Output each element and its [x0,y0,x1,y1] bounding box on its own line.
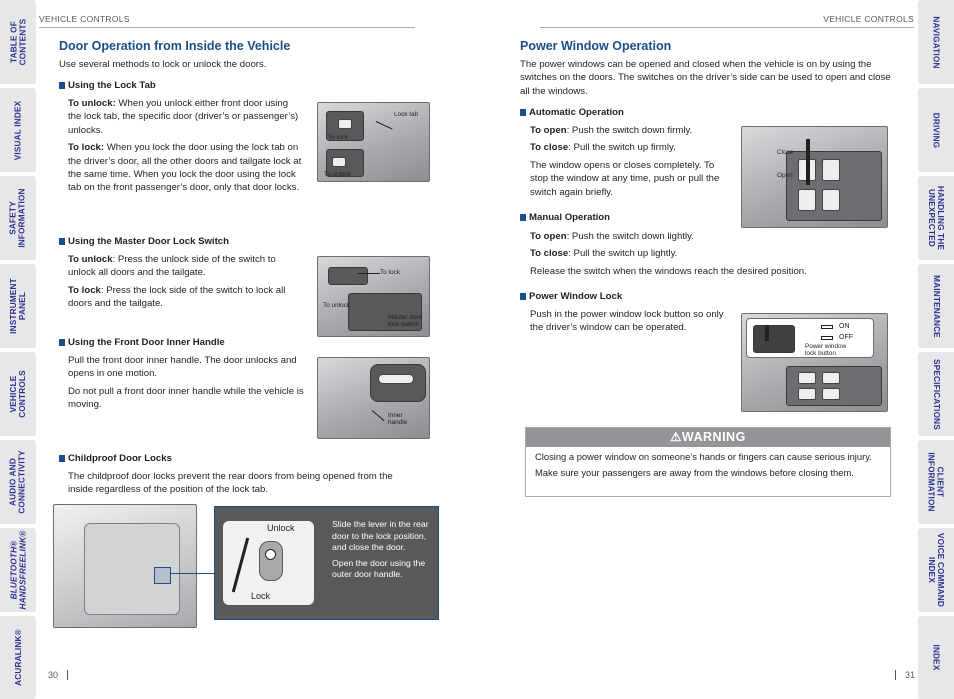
body-text: Release the switch when the windows reach the desired position. [530,265,807,277]
childproof-lever-figure [223,521,314,605]
callout-text [332,519,434,581]
intro-text: The power windows can be opened and closed when the vehicle is on by using the switches on the doors. The switches on the driver’s side can be used to open and close all the windows. [520,59,891,97]
body-text: : Pull the switch up lightly. [568,248,678,260]
tab-label: NAVIGATION [931,15,941,69]
tab-specifications[interactable] [918,352,954,436]
callout-step: Slide the lever in the rear door to the lock position, and close the door. [332,519,429,553]
tab-label: INDEX [931,644,941,671]
arrow-icon [232,538,249,593]
body-text: When you lock the door using the lock tab on the driver’s door, all the other doors and tailgate lock at the same time. When you lock the door using the lock tab on the front passenger’s door, only that door locks. [68,142,302,194]
childproof-lock-highlight [154,567,171,584]
warning-body [526,447,890,483]
inner-handle-text [68,354,304,416]
lock-button-panel [753,325,795,353]
leader-line [376,121,393,130]
running-head-left: VEHICLE CONTROLS [39,14,130,24]
tab-navigation[interactable] [918,0,954,84]
tab-label: SPECIFICATIONS [931,358,941,430]
fig-label-lock-button: Power window lock button [805,343,847,357]
warning-title: WARNING [681,430,746,444]
term: To unlock: [68,98,116,109]
inner-handle-illustration [317,357,430,439]
lever-housing [259,541,283,581]
window-switch [798,372,816,384]
tab-voice-command-index[interactable] [918,528,954,612]
tab-visual-index[interactable] [0,88,36,172]
body-text: : Press the lock side of the switch to lock all doors and the tailgate. [68,284,286,310]
warning-text: Make sure your passengers are away from the windows before closing them. [535,467,854,478]
callout-connector [171,573,214,574]
window-switch [822,388,840,400]
tab-label: DRIVING [931,112,941,148]
tab-index[interactable] [918,616,954,699]
tab-label: ACURALINK® [13,629,23,686]
window-switch [822,372,840,384]
tab-label: BLUETOOTH® HANDSFREELINK® [9,530,28,610]
leader-line [372,410,385,421]
body-text: The window opens or closes completely. To stop the window at any time, push or pull the switch again briefly. [530,159,720,198]
header-rule [39,27,415,28]
tab-label: CLIENT INFORMATION [927,452,946,512]
window-lock-illustration [741,313,888,412]
tab-label: VISUAL INDEX [13,100,23,160]
term: To lock: [68,142,105,154]
body-text: Pull the front door inner handle. The door unlocks and opens in one motion. [68,355,297,380]
tab-label: VOICE COMMAND INDEX [927,532,946,608]
intro-text: Use several methods to lock or unlock the doors. [59,59,267,70]
term: To open [530,125,567,136]
page-number-divider [895,670,896,680]
running-head-right: VEHICLE CONTROLS [823,14,914,24]
fig-label-to-lock: To lock [328,134,348,141]
fig-label-lock-tab: Lock tab [394,111,419,118]
tab-instrument-panel[interactable] [0,264,36,348]
tab-handling-the-unexpected[interactable] [918,176,954,260]
tab-audio-and-connectivity[interactable] [0,440,36,524]
lever [265,549,276,560]
tab-label: INSTRUMENT PANEL [9,278,28,334]
automatic-text [530,124,730,203]
tab-label: AUDIO AND CONNECTIVITY [9,450,28,514]
fig-label-lock: Lock [251,591,271,601]
page-title: Power Window Operation [520,39,672,53]
off-indicator-icon [821,336,833,340]
term: To close [530,248,569,260]
body-text: Do not pull a front door inner handle while the vehicle is moving. [68,385,304,411]
term: To lock [68,284,101,296]
window-switch [798,189,816,211]
callout-step: Open the door using the outer door handle. [332,557,426,580]
page-title: Door Operation from Inside the Vehicle [59,39,291,53]
section-heading-automatic: Automatic Operation [520,107,624,118]
tab-driving[interactable] [918,88,954,172]
leader-line [358,273,380,274]
tab-acuralink[interactable] [0,616,36,699]
lock-button-callout [746,318,874,358]
switch-panel [328,267,368,285]
tab-vehicle-controls[interactable] [0,352,36,436]
fig-label-to-unlock: To unlock [323,302,350,309]
page-number-right: 31 [905,670,916,680]
lock-tab-text [68,97,304,199]
section-heading-window-lock: Power Window Lock [520,291,622,302]
rear-door-illustration [53,504,197,628]
tab-label: TABLE OF CONTENTS [9,18,28,66]
tab-label: SAFETY INFORMATION [9,188,28,248]
fig-label-to-lock: To lock [380,269,400,276]
tab-label: VEHICLE CONTROLS [9,370,28,418]
on-indicator-icon [821,325,833,329]
manual-text [530,230,890,282]
section-heading-master-switch: Using the Master Door Lock Switch [59,236,229,247]
body-text: : Push the switch down firmly. [566,125,693,136]
window-switch [822,189,840,211]
window-lock-text: Push in the power window lock button so only the driver’s window can be operated. [530,309,724,334]
up-down-arrow-icon [806,139,810,185]
lock-tab-knob [338,119,352,129]
tab-table-of-contents[interactable] [0,0,36,84]
page-number-divider [67,670,68,680]
section-heading-inner-handle: Using the Front Door Inner Handle [59,337,225,348]
tab-bluetooth-handsfreelink[interactable] [0,528,36,612]
childproof-text: The childproof door locks prevent the rear doors from being opened from the inside regardless of the position of the lock tab. [68,471,393,496]
master-switch-illustration [317,256,430,337]
master-switch-text [68,253,304,315]
term: To close [530,142,569,154]
body-text: : Push the switch down lightly. [566,231,694,242]
fig-label-inner-handle: Inner handle [388,412,408,426]
tab-label: MAINTENANCE [931,274,941,338]
tab-label: HANDLING THE UNEXPECTED [927,185,946,251]
warning-box [525,427,891,497]
tab-safety-information[interactable] [0,176,36,260]
lock-tab-illustration [317,102,430,182]
body-text: When you unlock either front door using the lock tab, the specific door (driver’s or passenger’s) unlocks. [68,98,299,136]
term: To open [530,231,567,242]
warning-header [526,428,890,447]
section-heading-lock-tab: Using the Lock Tab [59,80,156,91]
page-number-left: 30 [48,670,59,680]
fig-label-close: Close [777,149,794,156]
window-switch [798,388,816,400]
fig-label-on: ON [839,323,850,330]
lock-tab-knob [332,157,346,167]
section-heading-manual: Manual Operation [520,212,610,223]
fig-label-open: Open [777,172,793,179]
press-arrow-icon [765,325,769,341]
warning-triangle-icon: ⚠ [670,430,682,444]
term: To unlock [68,254,113,265]
body-text: : Pull the switch up firmly. [568,142,676,154]
section-heading-childproof: Childproof Door Locks [59,453,172,464]
tab-client-information[interactable] [918,440,954,524]
body-text: : Press the unlock side of the switch to unlock all doors and the tailgate. [68,254,276,279]
header-rule [540,27,914,28]
fig-label-master-switch: Master door lock switch [388,314,423,328]
fig-label-to-unlock: To unlock [324,171,351,178]
childproof-callout [214,506,439,620]
fig-label-unlock: Unlock [267,523,295,533]
inner-handle [378,374,414,384]
fig-label-off: OFF [839,334,853,341]
warning-text: Closing a power window on someone’s hands or fingers can cause serious injury. [535,451,872,462]
window-switch [822,159,840,181]
tab-maintenance[interactable] [918,264,954,348]
power-window-illustration [741,126,888,228]
